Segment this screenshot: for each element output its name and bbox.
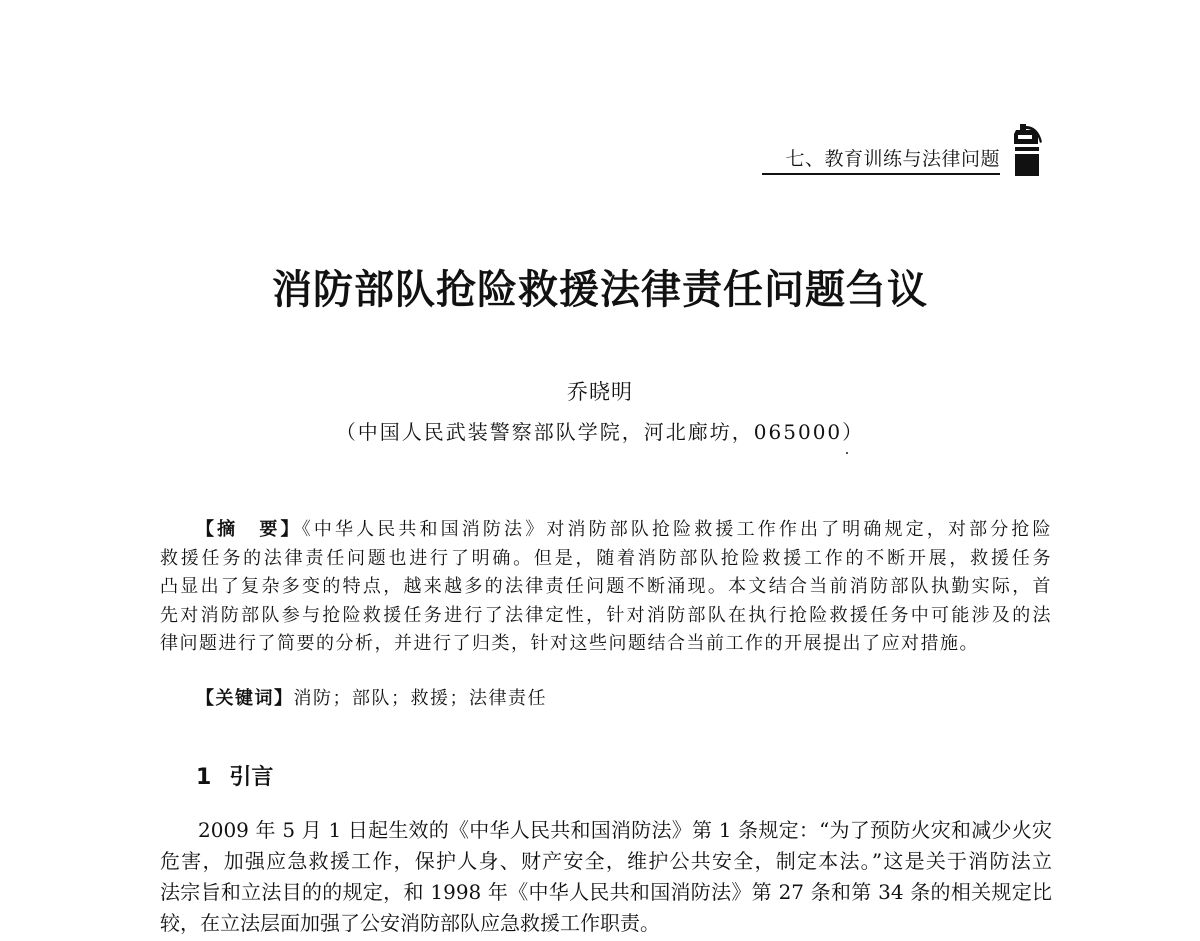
author-name: 乔晓明 <box>567 380 633 404</box>
abstract-line: 先对消防部队参与抢险救援任务进行了法律定性，针对消防部队在执行抢险救援任务中可能涉及的法 <box>160 604 1052 626</box>
keywords-text: 消防；部队；救援；法律责任 <box>293 688 547 709</box>
scan-speck <box>846 452 848 454</box>
intro-paragraph <box>160 815 1052 939</box>
running-section-header: 七、教育训练与法律问题 <box>785 148 1000 170</box>
intro-line: 2009 年 5 月 1 日起生效的《中华人民共和国消防法》第 1 条规定：“为了预防火灾和减少火灾 <box>198 818 1052 842</box>
intro-line: 法宗旨和立法目的的规定，和 1998 年《中华人民共和国消防法》第 27 条和第 34 条的相关规定比 <box>160 880 1052 904</box>
fire-extinguisher-icon <box>1008 122 1044 178</box>
intro-line: 较，在立法层面加强了公安消防部队应急救援工作职责。 <box>160 911 660 935</box>
section-number: 1 <box>196 765 212 790</box>
abstract-label: 【摘 要】 <box>196 519 302 540</box>
abstract-line: 【摘 要】《中华人民共和国消防法》对消防部队抢险救援工作作出了明确规定，对部分抢险 <box>196 519 1052 540</box>
author-affiliation: （中国人民武装警察部队学院，河北廊坊，065000） <box>335 420 865 444</box>
header-underline <box>762 173 1000 175</box>
abstract-block <box>160 516 1052 659</box>
abstract-line: 律问题进行了简要的分析，并进行了归类，针对这些问题结合当前工作的开展提出了应对措施。 <box>160 633 979 654</box>
intro-line: 危害，加强应急救援工作，保护人身、财产安全，维护公共安全，制定本法。”这是关于消防法立 <box>160 849 1052 873</box>
section-title: 引言 <box>229 765 274 790</box>
keywords-line <box>196 686 547 712</box>
abstract-line: 救援任务的法律责任问题也进行了明确。但是，随着消防部队抢险救援工作的不断开展，救援任务 <box>160 547 1052 569</box>
section-heading <box>196 763 273 793</box>
keywords-label: 【关键词】 <box>196 688 294 709</box>
paper-title: 消防部队抢险救援法律责任问题刍议 <box>272 266 928 313</box>
abstract-line: 凸显出了复杂多变的特点，越来越多的法律责任问题不断涌现。本文结合当前消防部队执勤实际，首 <box>160 576 1052 597</box>
